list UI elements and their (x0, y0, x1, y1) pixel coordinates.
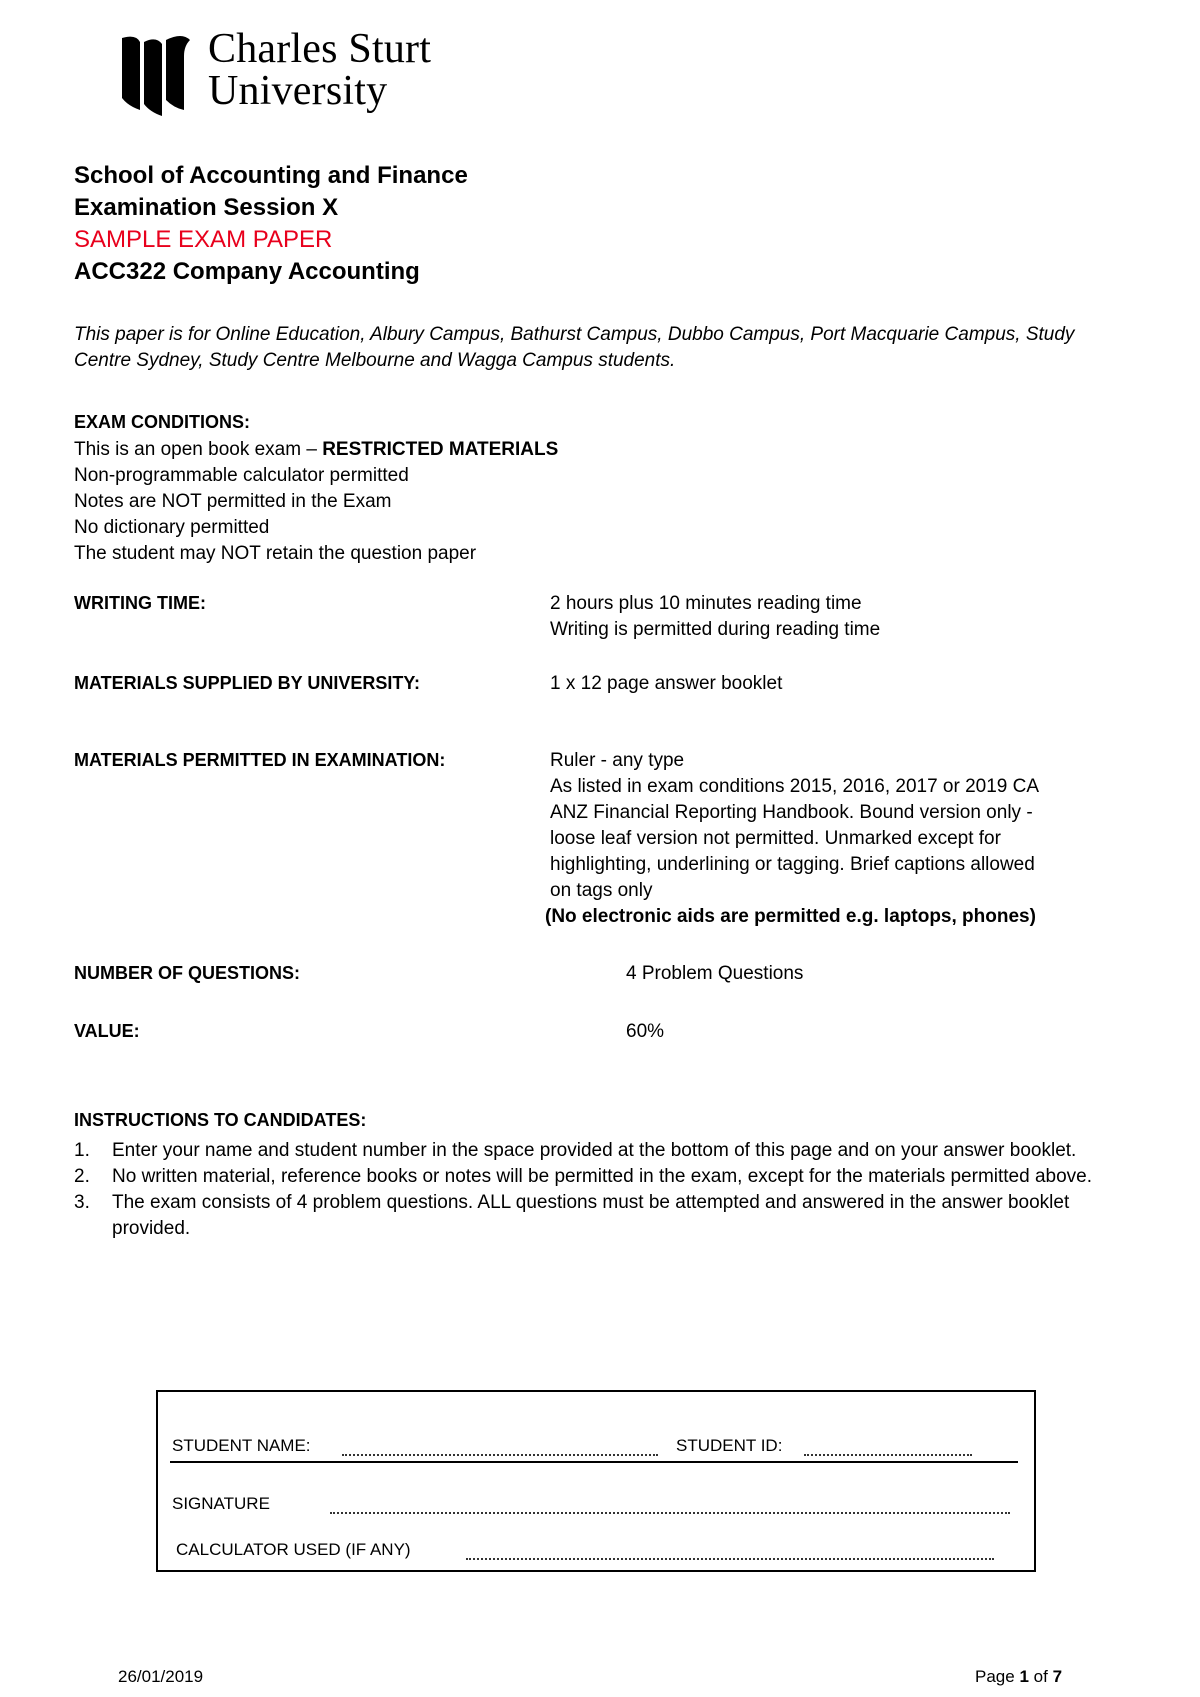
list-item (74, 1164, 1124, 1190)
student-id-field[interactable] (804, 1454, 972, 1456)
supplied-value: 1 x 12 page answer booklet (550, 673, 783, 694)
page-number: 1 (1019, 1667, 1029, 1686)
university-logo (118, 28, 478, 118)
permitted-line: Ruler - any type (550, 750, 685, 771)
permitted-line: As listed in exam conditions 2015, 2016, 2017 or 2019 CA (550, 776, 1040, 797)
list-item-number: 1. (74, 1140, 90, 1161)
open-book-restricted: RESTRICTED MATERIALS (322, 439, 559, 460)
permitted-label: MATERIALS PERMITTED IN EXAMINATION: (74, 750, 446, 770)
value-percent: 60% (626, 1021, 665, 1042)
instructions-list (74, 1138, 1124, 1242)
condition-line: No dictionary permitted (74, 517, 270, 538)
condition-line: Non-programmable calculator permitted (74, 465, 409, 486)
subject-title: ACC322 Company Accounting (74, 258, 420, 285)
list-item-text: No written material, reference books or notes will be permitted in the exam, except for the materials permitted above. (112, 1166, 1093, 1187)
list-item-text: Enter your name and student number in the space provided at the bottom of this page and on your answer booklet. (112, 1140, 1077, 1161)
list-item (74, 1138, 1124, 1164)
list-item-number: 2. (74, 1166, 90, 1187)
page-total: 7 (1052, 1667, 1063, 1686)
instructions-heading: INSTRUCTIONS TO CANDIDATES: (74, 1110, 367, 1130)
condition-line: The student may NOT retain the question paper (74, 543, 477, 564)
electronic-aids-note: (No electronic aids are permitted e.g. laptops, phones) (545, 906, 1036, 927)
session-title: Examination Session X (74, 194, 339, 221)
logo-line1: Charles Sturt (208, 26, 432, 72)
supplied-label: MATERIALS SUPPLIED BY UNIVERSITY: (74, 673, 421, 693)
calculator-field[interactable] (466, 1558, 994, 1560)
of-label: of (1033, 1667, 1048, 1686)
footer-date: 26/01/2019 (118, 1667, 204, 1686)
questions-label: NUMBER OF QUESTIONS: (74, 963, 301, 983)
csu-emblem-icon (118, 32, 198, 118)
questions-value: 4 Problem Questions (626, 963, 804, 984)
school-title: School of Accounting and Finance (74, 162, 468, 189)
page-label: Page (975, 1667, 1015, 1686)
student-name-field[interactable] (342, 1454, 658, 1456)
permitted-line: highlighting, underlining or tagging. Brief captions allowed (550, 854, 1035, 875)
open-book-prefix: This is an open book exam – (74, 439, 323, 460)
list-item (74, 1190, 1124, 1242)
intro-paragraph: This paper is for Online Education, Albury Campus, Bathurst Campus, Dubbo Campus, Port Macquarie Campus, Study Centre Sydney, Study Centre Melbourne and Wagga Campus students. (74, 324, 1075, 371)
name-underline (170, 1461, 1018, 1463)
logo-line2: University (208, 68, 388, 114)
condition-line: Notes are NOT permitted in the Exam (74, 491, 392, 512)
signature-label: SIGNATURE (172, 1494, 270, 1513)
page-indicator (975, 1667, 1062, 1687)
value-label: VALUE: (74, 1021, 140, 1041)
open-book-line (74, 437, 558, 463)
permitted-line: on tags only (550, 880, 653, 901)
student-details-box (156, 1390, 1036, 1572)
writing-time-value: 2 hours plus 10 minutes reading time (550, 593, 862, 614)
list-item-text: The exam consists of 4 problem questions. ALL questions must be attempted and answered in the answer booklet provided. (112, 1192, 1070, 1239)
permitted-line: ANZ Financial Reporting Handbook. Bound version only - (550, 802, 1033, 823)
calculator-label: CALCULATOR USED (IF ANY) (176, 1540, 411, 1559)
writing-time-note: Writing is permitted during reading time (550, 619, 881, 640)
student-id-label: STUDENT ID: (676, 1436, 783, 1455)
writing-time-label: WRITING TIME: (74, 593, 206, 613)
sample-label: SAMPLE EXAM PAPER (74, 226, 333, 253)
conditions-heading: EXAM CONDITIONS: (74, 412, 251, 432)
permitted-line: loose leaf version not permitted. Unmarked except for (550, 828, 1001, 849)
signature-field[interactable] (330, 1512, 1010, 1514)
student-name-label: STUDENT NAME: (172, 1436, 311, 1455)
list-item-number: 3. (74, 1192, 90, 1213)
